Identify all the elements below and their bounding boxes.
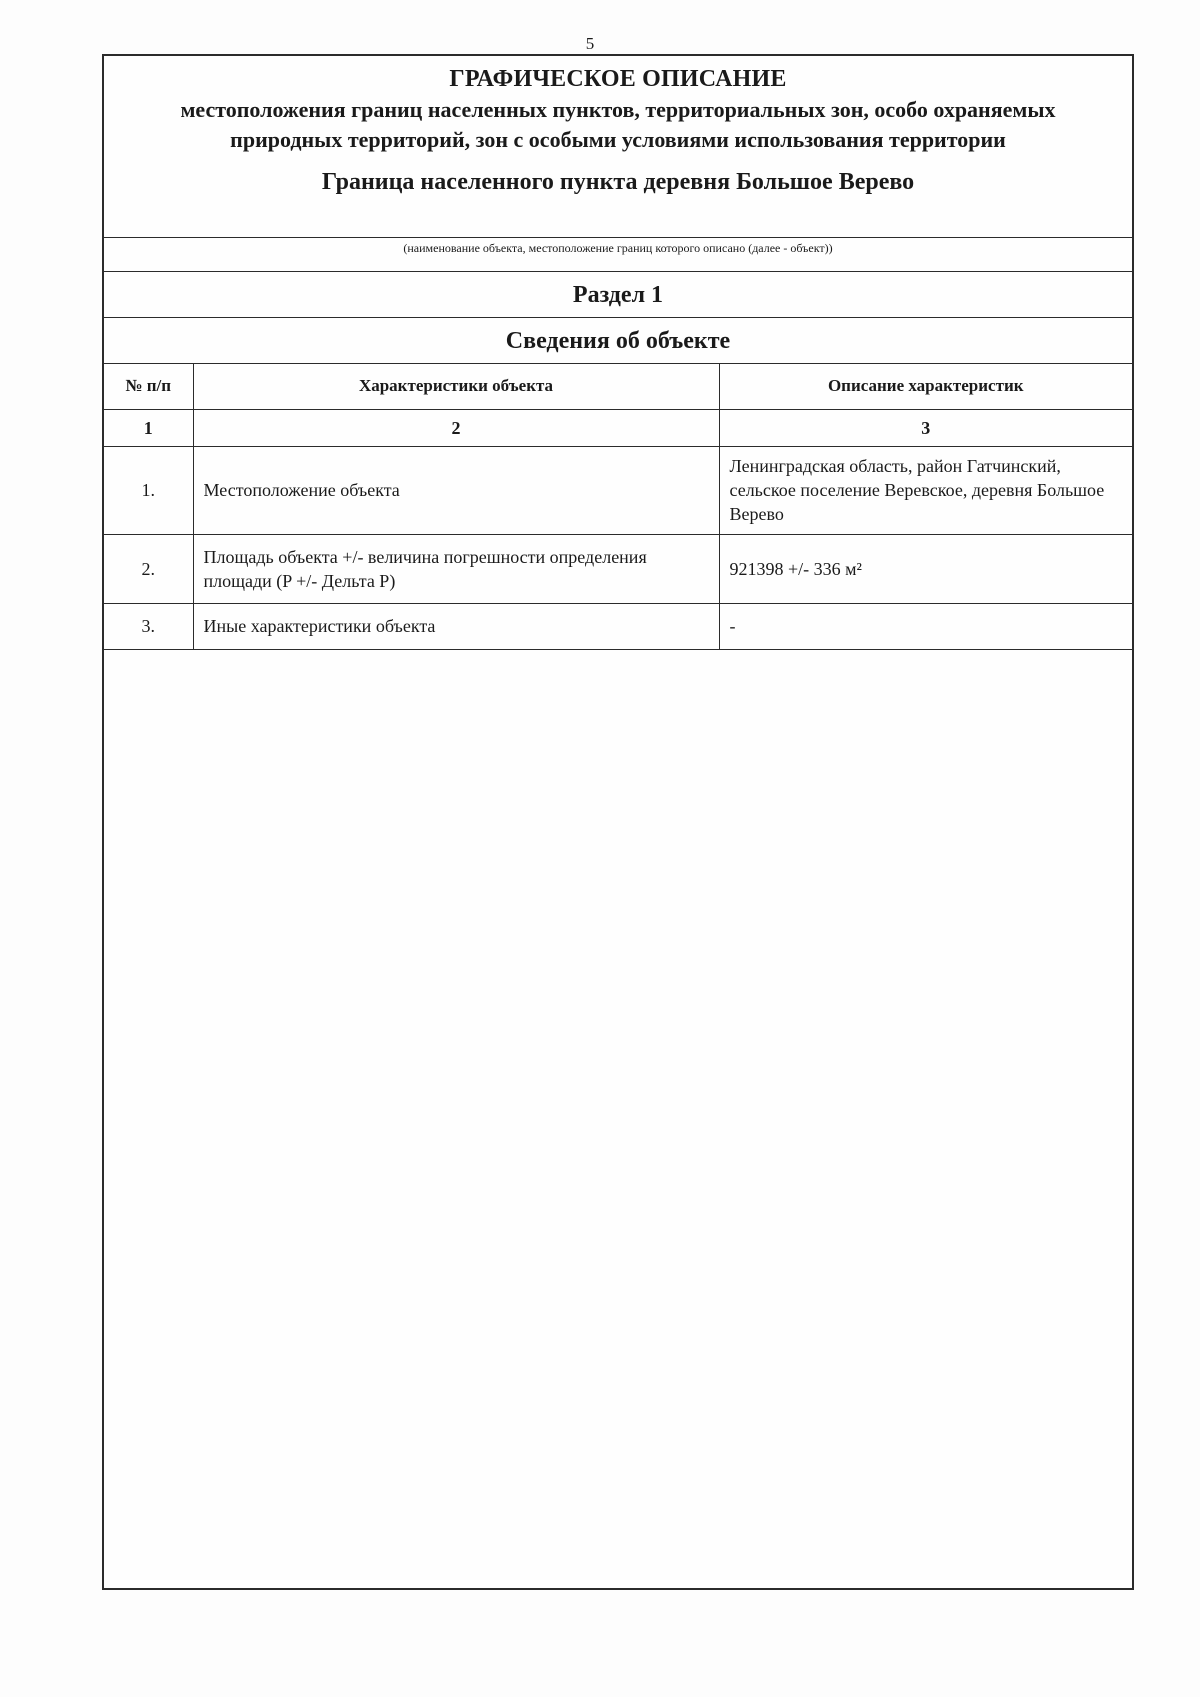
table-row <box>104 603 1132 649</box>
header-description: Описание характеристик <box>719 364 1132 409</box>
row-description: - <box>719 603 1132 649</box>
object-info-table-wrap <box>104 364 1132 650</box>
row-description: 921398 +/- 336 м² <box>719 534 1132 603</box>
row-number: 2. <box>104 534 193 603</box>
row-number: 3. <box>104 603 193 649</box>
title-block <box>104 56 1132 238</box>
column-number-2: 2 <box>193 409 719 446</box>
document-frame <box>102 54 1134 1590</box>
table-header-row <box>104 364 1132 409</box>
object-caption: (наименование объекта, местоположение границ которого описано (далее - объект)) <box>104 238 1132 272</box>
row-characteristic: Иные характеристики объекта <box>193 603 719 649</box>
page-number: 5 <box>585 34 595 53</box>
header-characteristic: Характеристики объекта <box>193 364 719 409</box>
header-no: № п/п <box>104 364 193 409</box>
section-heading: Сведения об объекте <box>104 318 1132 364</box>
section-label: Раздел 1 <box>104 272 1132 318</box>
column-number-row <box>104 409 1132 446</box>
column-number-3: 3 <box>719 409 1132 446</box>
row-description: Ленинградская область, район Гатчинский, сельское поселение Веревское, деревня Большое Верево <box>719 446 1132 534</box>
object-name: Граница населенного пункта деревня Большое Верево <box>321 169 915 195</box>
table-row <box>104 446 1132 534</box>
row-characteristic: Площадь объекта +/- величина погрешности определения площади (P +/- Дельта P) <box>193 534 719 603</box>
object-info-table <box>104 364 1132 650</box>
column-number-1: 1 <box>104 409 193 446</box>
row-characteristic: Местоположение объекта <box>193 446 719 534</box>
row-number: 1. <box>104 446 193 534</box>
document-subtitle: местоположения границ населенных пунктов, территориальных зон, особо охраняемых природных территорий, зон с особыми условиями использования территории <box>180 97 1056 152</box>
table-row <box>104 534 1132 603</box>
document-title: ГРАФИЧЕСКОЕ ОПИСАНИЕ <box>449 66 787 92</box>
